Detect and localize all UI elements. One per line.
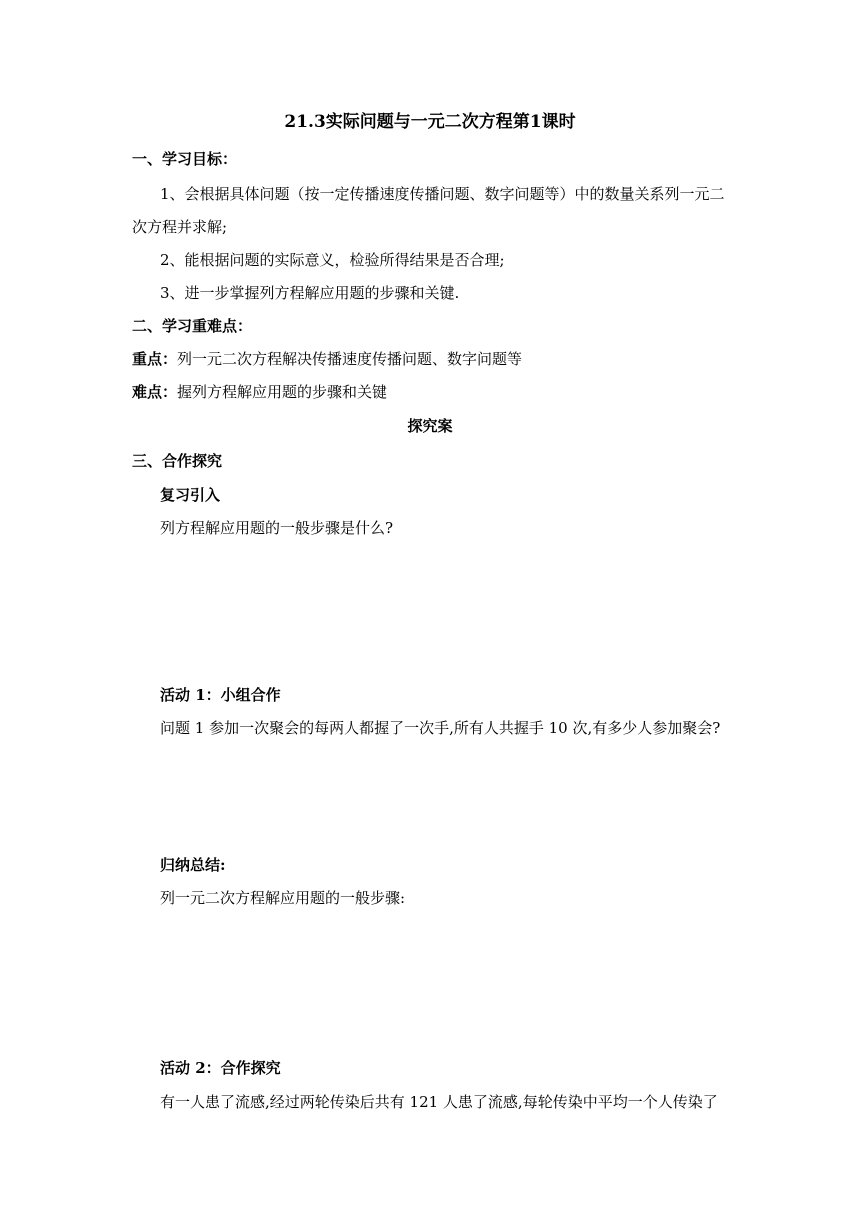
explore-section-title: 探究案 [407, 417, 453, 435]
summary-text: 列一元二次方程解应用题的一般步骤: [160, 889, 406, 907]
difficult-point-line [132, 382, 387, 402]
goal-item-1-line-2: 次方程并求解; [132, 218, 228, 236]
problem-1: 问题 1 参加一次聚会的每两人都握了一次手,所有人共握手 10 次,有多少人参加聚会? [160, 719, 721, 737]
key-point-label: 重点： [132, 350, 178, 368]
problem-2-line-1: 有一人患了流感,经过两轮传染后共有 121 人患了流感,每轮传染中平均一个人传染了 [160, 1093, 718, 1111]
goal-item-3: 3、进一步掌握列方程解应用题的步骤和关键. [160, 284, 460, 302]
key-point-line [132, 349, 522, 369]
review-question: 列方程解应用题的一般步骤是什么? [160, 519, 394, 537]
goal-item-1-line-1: 1、会根据具体问题（按一定传播速度传播问题、数字问题等）中的数量关系列一元二 [160, 185, 725, 203]
document-title: 21.3实际问题与一元二次方程第1课时 [284, 112, 576, 132]
key-point-text: 列一元二次方程解决传播速度传播问题、数字问题等 [177, 350, 523, 368]
activity-2-heading: 活动 2：合作探究 [160, 1059, 281, 1077]
section-heading-learning-goals: 一、学习目标： [132, 150, 238, 168]
goal-item-2: 2、能根据问题的实际意义，检验所得结果是否合理; [160, 251, 505, 269]
summary-heading: 归纳总结: [160, 856, 226, 874]
review-heading: 复习引入 [160, 486, 221, 504]
section-heading-key-points: 二、学习重难点： [132, 317, 253, 335]
section-heading-cooperative-inquiry: 三、合作探究 [132, 452, 223, 470]
difficult-point-text: 握列方程解应用题的步骤和关键 [177, 383, 388, 401]
activity-1-heading: 活动 1：小组合作 [160, 686, 281, 704]
difficult-point-label: 难点： [132, 383, 178, 401]
